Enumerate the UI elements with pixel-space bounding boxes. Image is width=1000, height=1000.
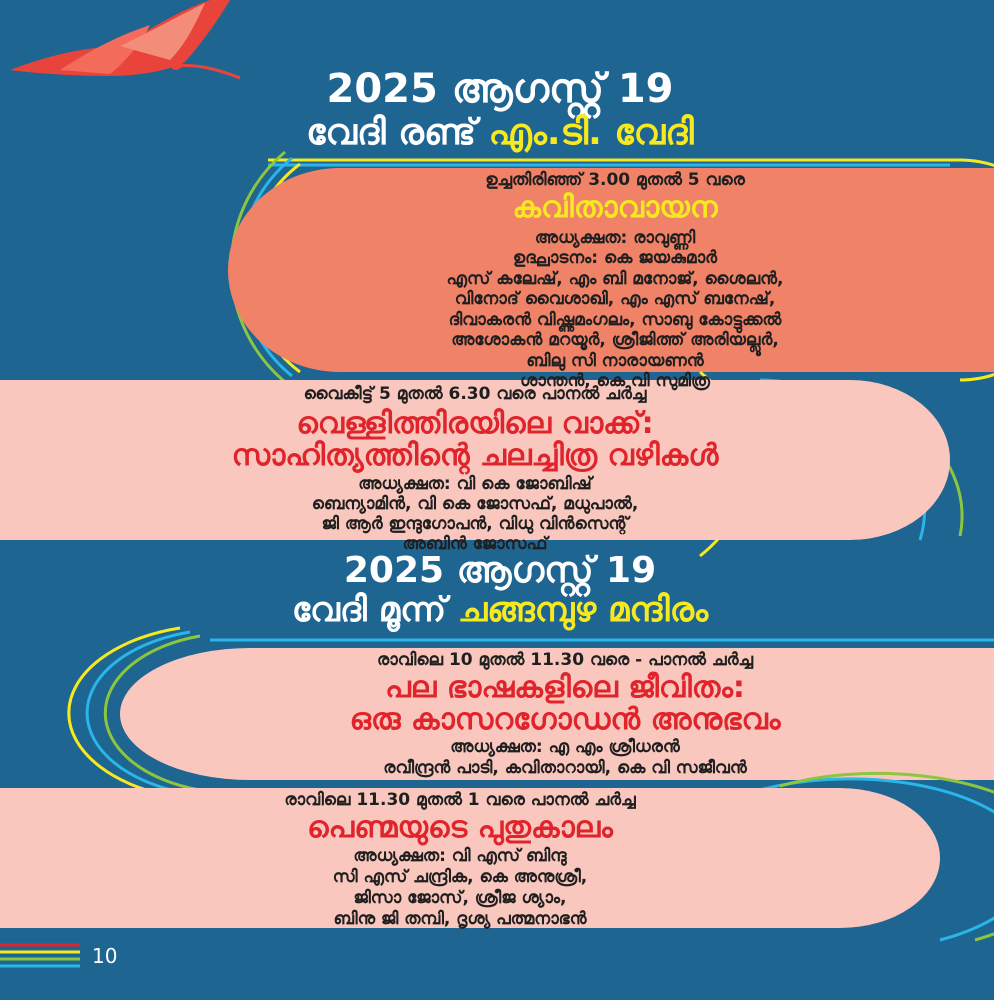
participant-line: അധ്യക്ഷത: വി കെ ജോബിഷ് xyxy=(358,474,592,494)
session-title-line2: സാഹിത്യത്തിന്റെ ചലച്ചിത്ര വഴികൾ xyxy=(231,437,719,473)
session-time: രാവിലെ 10 മുതൽ 11.30 വരെ - പാനൽ ചർച്ച xyxy=(376,650,754,670)
day2-venue-name: ചങ്ങമ്പുഴ മന്ദിരം xyxy=(457,590,709,630)
participant-line: ശാന്തൻ, കെ വി സുമിത്ര xyxy=(520,371,710,391)
day1-venue-name: എം.ടി. വേദി xyxy=(488,112,694,153)
session-time: രാവിലെ 11.30 മുതൽ 1 വരെ പാനൽ ചർച്ച xyxy=(284,790,636,810)
participant-line: ബിലു സി നാരായണൻ xyxy=(526,350,704,371)
session-participants xyxy=(130,737,1000,779)
participant-line: അധ്യക്ഷത: രാവുണ്ണി xyxy=(534,227,696,248)
session-time: വൈകീട്ട് 5 മുതൽ 6.30 വരെ പാനൽ ചർച്ച xyxy=(303,384,647,404)
session-vellithirayile-vakk xyxy=(0,384,950,554)
page-number: 10 xyxy=(92,944,118,968)
participant-line: ബെന്യാമിൻ, വി കെ ജോസഫ്, മധുപാൽ, xyxy=(311,494,639,514)
participant-line: ദിവാകരൻ വിഷ്ണുമംഗലം, സാബു കോട്ടുക്കൽ xyxy=(448,309,782,330)
day2-venue xyxy=(0,590,1000,630)
participant-line: അശോകൻ മറയൂർ, ശ്രീജിത്ത് അരിയല്ലൂർ, xyxy=(451,330,779,350)
session-participants xyxy=(0,474,950,554)
session-kavithavayana xyxy=(230,170,1000,392)
day2-date: 2025 ആഗസ്റ്റ് 19 xyxy=(343,550,657,591)
session-pala-bhashakalile xyxy=(130,650,1000,779)
session-time: ഉച്ചതിരിഞ്ഞ് 3.00 മുതൽ 5 വരെ xyxy=(485,170,745,190)
session-penmayude-puthukalam xyxy=(0,790,920,930)
footer-lines xyxy=(0,945,80,966)
session-title: പെണ്മയുടെ പുതുകാലം xyxy=(307,810,613,845)
session-title-line1: പല ഭാഷകളിലെ ജീവിതം: xyxy=(385,670,745,705)
day1-venue-prefix: വേദി രണ്ട് xyxy=(306,112,489,153)
participant-line: അധ്യക്ഷത: വി എസ് ബിന്ദു xyxy=(353,845,567,866)
day1-date: 2025 ആഗസ്റ്റ് 19 xyxy=(326,66,674,112)
participant-line: ജി ആർ ഇന്ദുഗോപൻ, വിധു വിൻസെന്റ് xyxy=(321,514,629,534)
participant-line: എസ് കലേഷ്, എം ബി മനോജ്, ശൈലൻ, xyxy=(446,268,784,289)
session-participants xyxy=(0,846,920,930)
session-title-line2: ഒരു കാസറഗോഡൻ അനുഭവം xyxy=(349,701,781,737)
session-participants xyxy=(230,228,1000,392)
participant-line: ഉദ്ഘാടനം: കെ ജയകുമാർ xyxy=(512,248,718,268)
day2-venue-prefix: വേദി മൂന്ന് xyxy=(291,590,458,630)
day1-venue xyxy=(0,112,1000,154)
participant-line: സി എസ് ചന്ദ്രിക, കെ അനുശ്രീ, xyxy=(332,866,588,887)
session-title-line1: വെള്ളിത്തിരയിലെ വാക്ക്: xyxy=(296,406,654,441)
participant-line: വിനോദ് വൈശാഖി, എം എസ് ബനേഷ്, xyxy=(454,289,776,309)
participant-line: അബിൻ ജോസഫ് xyxy=(402,534,548,554)
participant-line: അധ്യക്ഷത: എ എം ശ്രീധരൻ xyxy=(450,737,680,757)
participant-line: ബിനു ജി തമ്പി, ദൃശ്യ പത്മനാഭൻ xyxy=(333,908,587,929)
session-title: കവിതാവായന xyxy=(512,190,718,225)
participant-line: രവീന്ദ്രൻ പാടി, കവിതാറായി, കെ വി സജീവൻ xyxy=(383,758,747,778)
participant-line: ജിസാ ജോസ്, ശ്രീജ ശ്യാം, xyxy=(353,887,567,908)
